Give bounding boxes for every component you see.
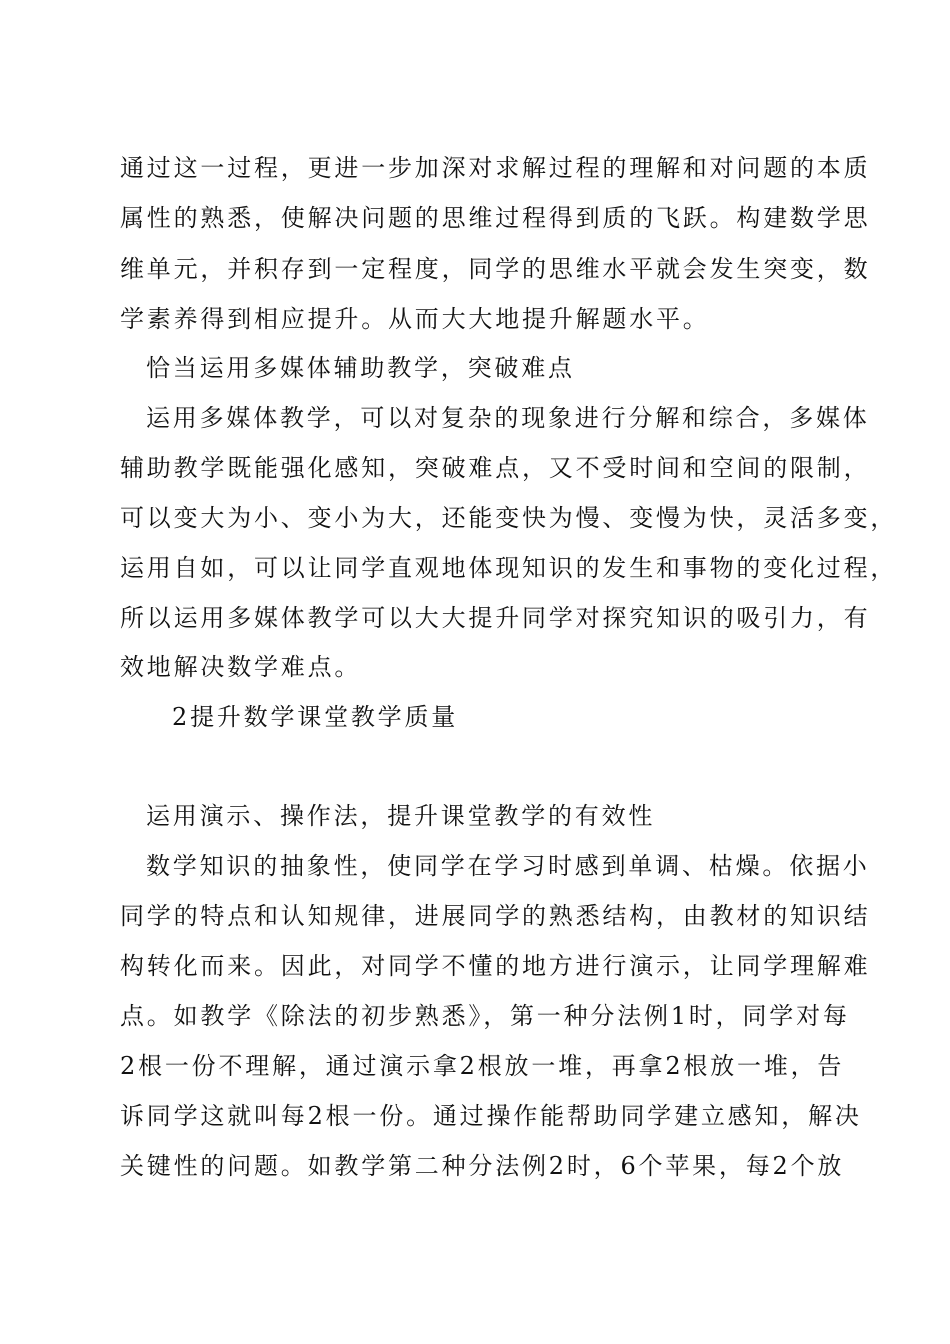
paragraph-line: 诉同学这就叫每2根一份。通过操作能帮助同学建立感知，解决 [120, 1102, 862, 1130]
paragraph-line: 2根一份不理解，通过演示拿2根放一堆，再拿2根放一堆，告 [120, 1052, 845, 1080]
paragraph-line: 属性的熟悉，使解决问题的思维过程得到质的飞跃。构建数学思 [120, 204, 871, 232]
paragraph-line: 同学的特点和认知规律，进展同学的熟悉结构，由教材的知识结 [120, 902, 871, 930]
section-heading: 运用演示、操作法，提升课堂教学的有效性 [146, 802, 656, 830]
paragraph-line: 运用自如，可以让同学直观地体现知识的发生和事物的变化过程， [120, 554, 898, 582]
chapter-heading: 2提升数学课堂教学质量 [172, 703, 459, 731]
paragraph-line: 辅助教学既能强化感知，突破难点，又不受时间和空间的限制， [120, 454, 871, 482]
section-heading: 恰当运用多媒体辅助教学，突破难点 [146, 354, 575, 382]
paragraph-line: 关键性的问题。如教学第二种分法例2时，6个苹果，每2个放 [120, 1152, 845, 1180]
paragraph-line: 学素养得到相应提升。从而大大地提升解题水平。 [120, 305, 710, 333]
paragraph-line: 通过这一过程，更进一步加深对求解过程的理解和对问题的本质 [120, 154, 871, 182]
paragraph-line: 点。如教学《除法的初步熟悉》，第一种分法例1时，同学对每 [120, 1002, 850, 1030]
paragraph-line: 所以运用多媒体教学可以大大提升同学对探究知识的吸引力，有 [120, 604, 871, 632]
paragraph-line: 维单元，并积存到一定程度，同学的思维水平就会发生突变，数 [120, 255, 871, 283]
paragraph-line: 数学知识的抽象性，使同学在学习时感到单调、枯燥。依据小 [146, 852, 870, 880]
paragraph-line: 可以变大为小、变小为大，还能变快为慢、变慢为快，灵活多变， [120, 504, 898, 532]
paragraph-line: 效地解决数学难点。 [120, 653, 362, 681]
paragraph-line: 运用多媒体教学，可以对复杂的现象进行分解和综合，多媒体 [146, 404, 870, 432]
paragraph-line: 构转化而来。因此，对同学不懂的地方进行演示，让同学理解难 [120, 952, 871, 980]
